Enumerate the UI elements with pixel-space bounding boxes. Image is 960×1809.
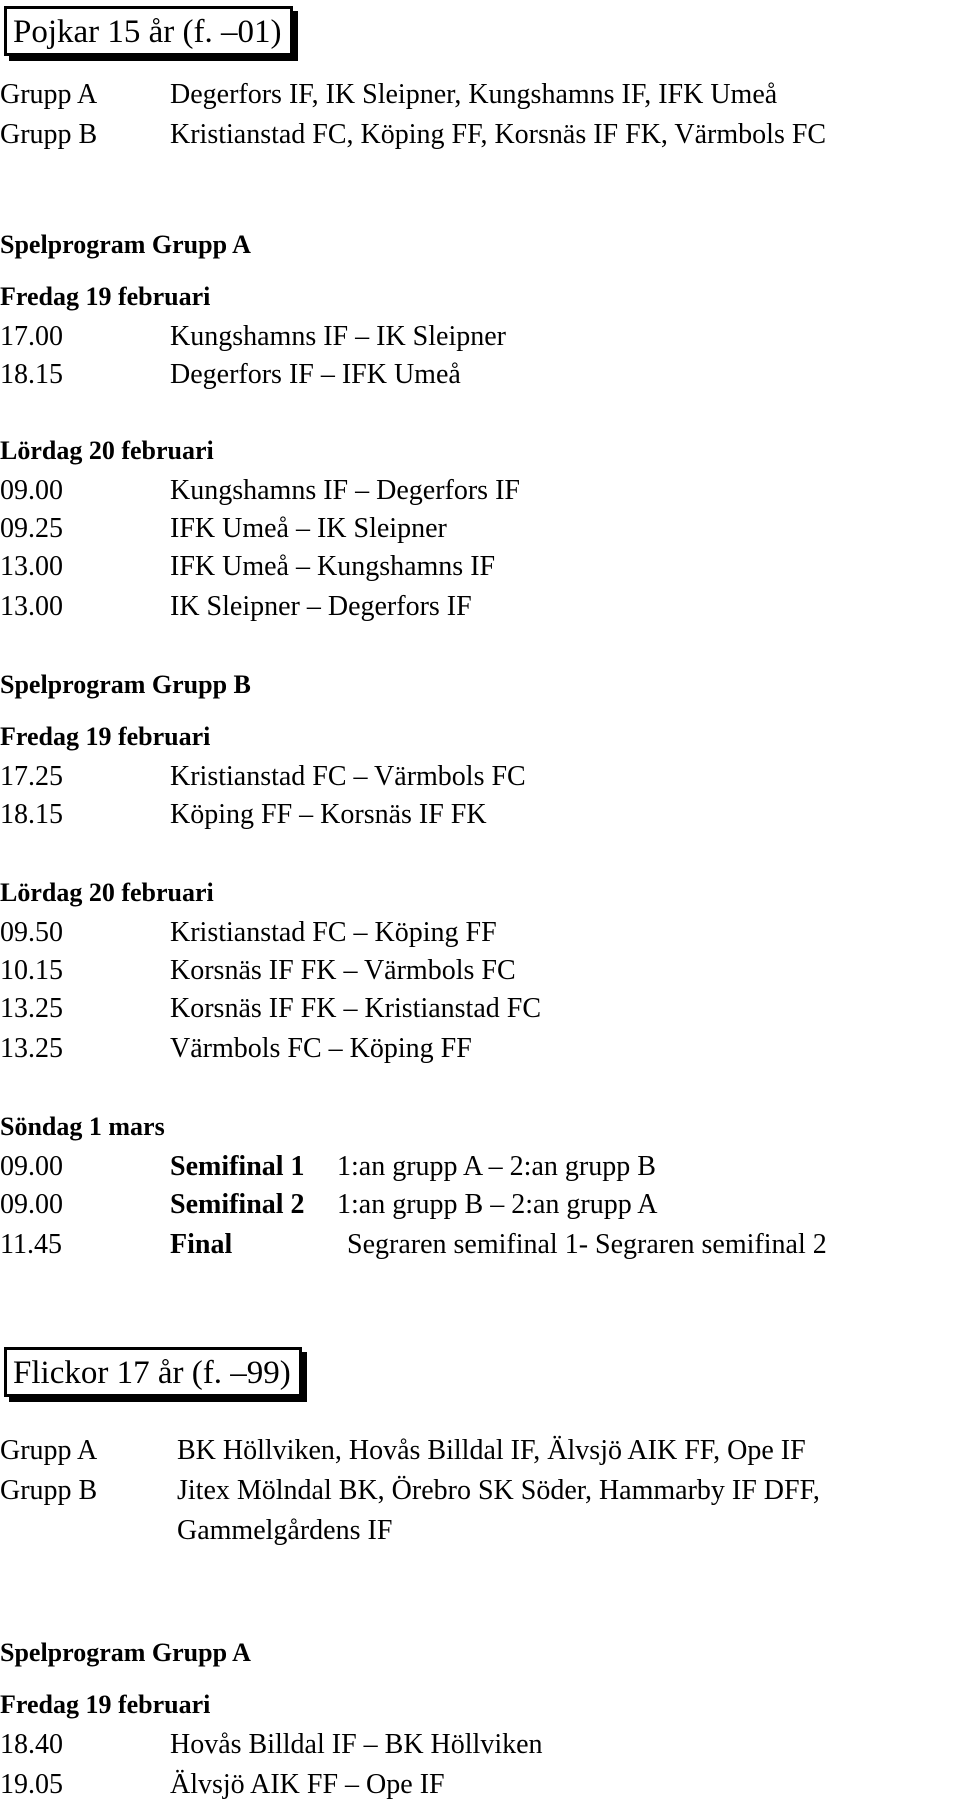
day-heading: Fredag 19 februari (0, 1690, 211, 1719)
group-teams: BK Höllviken, Hovås Billdal IF, Älvsjö AIK FF, Ope IF (177, 1435, 806, 1466)
match-teams: 1:an grupp A – 2:an grupp B (337, 1151, 656, 1182)
match-stage-label: Semifinal 1 (170, 1151, 305, 1182)
group-label: Grupp B (0, 119, 98, 150)
match-time: 13.00 (0, 591, 63, 622)
match-time: 17.00 (0, 321, 63, 352)
match-teams: Segraren semifinal 1- Segraren semifinal 2 (347, 1229, 827, 1260)
group-label: Grupp B (0, 1475, 98, 1506)
day-heading: Lördag 20 februari (0, 878, 214, 907)
match-stage-label: Final (170, 1229, 233, 1260)
match-teams: Degerfors IF – IFK Umeå (170, 359, 461, 390)
boys-schedule-a-heading: Spelprogram Grupp A (0, 230, 251, 259)
match-time: 10.15 (0, 955, 63, 986)
match-teams: Älvsjö AIK FF – Ope IF (170, 1769, 445, 1800)
boys-schedule-b-heading: Spelprogram Grupp B (0, 670, 251, 699)
match-teams: Kungshamns IF – Degerfors IF (170, 475, 520, 506)
group-label: Grupp A (0, 79, 98, 110)
match-time: 09.25 (0, 513, 63, 544)
match-time: 09.00 (0, 475, 63, 506)
day-heading: Fredag 19 februari (0, 282, 211, 311)
group-teams: Jitex Mölndal BK, Örebro SK Söder, Hammarby IF DFF, (177, 1475, 820, 1506)
girls-section-title: Flickor 17 år (f. –99) (4, 1347, 302, 1397)
match-teams: IFK Umeå – IK Sleipner (170, 513, 447, 544)
match-teams: Kristianstad FC – Värmbols FC (170, 761, 526, 792)
group-label: Grupp A (0, 1435, 98, 1466)
match-time: 11.45 (0, 1229, 62, 1260)
match-teams: 1:an grupp B – 2:an grupp A (337, 1189, 658, 1220)
match-time: 13.00 (0, 551, 63, 582)
group-teams: Kristianstad FC, Köping FF, Korsnäs IF FK, Värmbols FC (170, 119, 827, 150)
match-time: 09.50 (0, 917, 63, 948)
match-time: 09.00 (0, 1151, 63, 1182)
match-time: 18.15 (0, 799, 63, 830)
day-heading: Fredag 19 februari (0, 722, 211, 751)
boys-section-title: Pojkar 15 år (f. –01) (4, 6, 293, 56)
match-time: 13.25 (0, 1033, 63, 1064)
group-teams: Degerfors IF, IK Sleipner, Kungshamns IF, IFK Umeå (170, 79, 778, 110)
girls-schedule-a-heading: Spelprogram Grupp A (0, 1638, 251, 1667)
day-heading: Söndag 1 mars (0, 1112, 165, 1141)
match-teams: Kristianstad FC – Köping FF (170, 917, 497, 948)
match-time: 09.00 (0, 1189, 63, 1220)
match-time: 18.15 (0, 359, 63, 390)
match-time: 17.25 (0, 761, 63, 792)
match-teams: IK Sleipner – Degerfors IF (170, 591, 472, 622)
day-heading: Lördag 20 februari (0, 436, 214, 465)
match-teams: Korsnäs IF FK – Värmbols FC (170, 955, 516, 986)
match-teams: IFK Umeå – Kungshamns IF (170, 551, 496, 582)
match-stage-label: Semifinal 2 (170, 1189, 305, 1220)
match-teams: Korsnäs IF FK – Kristianstad FC (170, 993, 542, 1024)
match-time: 18.40 (0, 1729, 63, 1760)
match-time: 19.05 (0, 1769, 63, 1800)
match-teams: Kungshamns IF – IK Sleipner (170, 321, 506, 352)
match-time: 13.25 (0, 993, 63, 1024)
match-teams: Köping FF – Korsnäs IF FK (170, 799, 487, 830)
group-teams: Gammelgårdens IF (177, 1515, 393, 1546)
match-teams: Hovås Billdal IF – BK Höllviken (170, 1729, 543, 1760)
match-teams: Värmbols FC – Köping FF (170, 1033, 472, 1064)
